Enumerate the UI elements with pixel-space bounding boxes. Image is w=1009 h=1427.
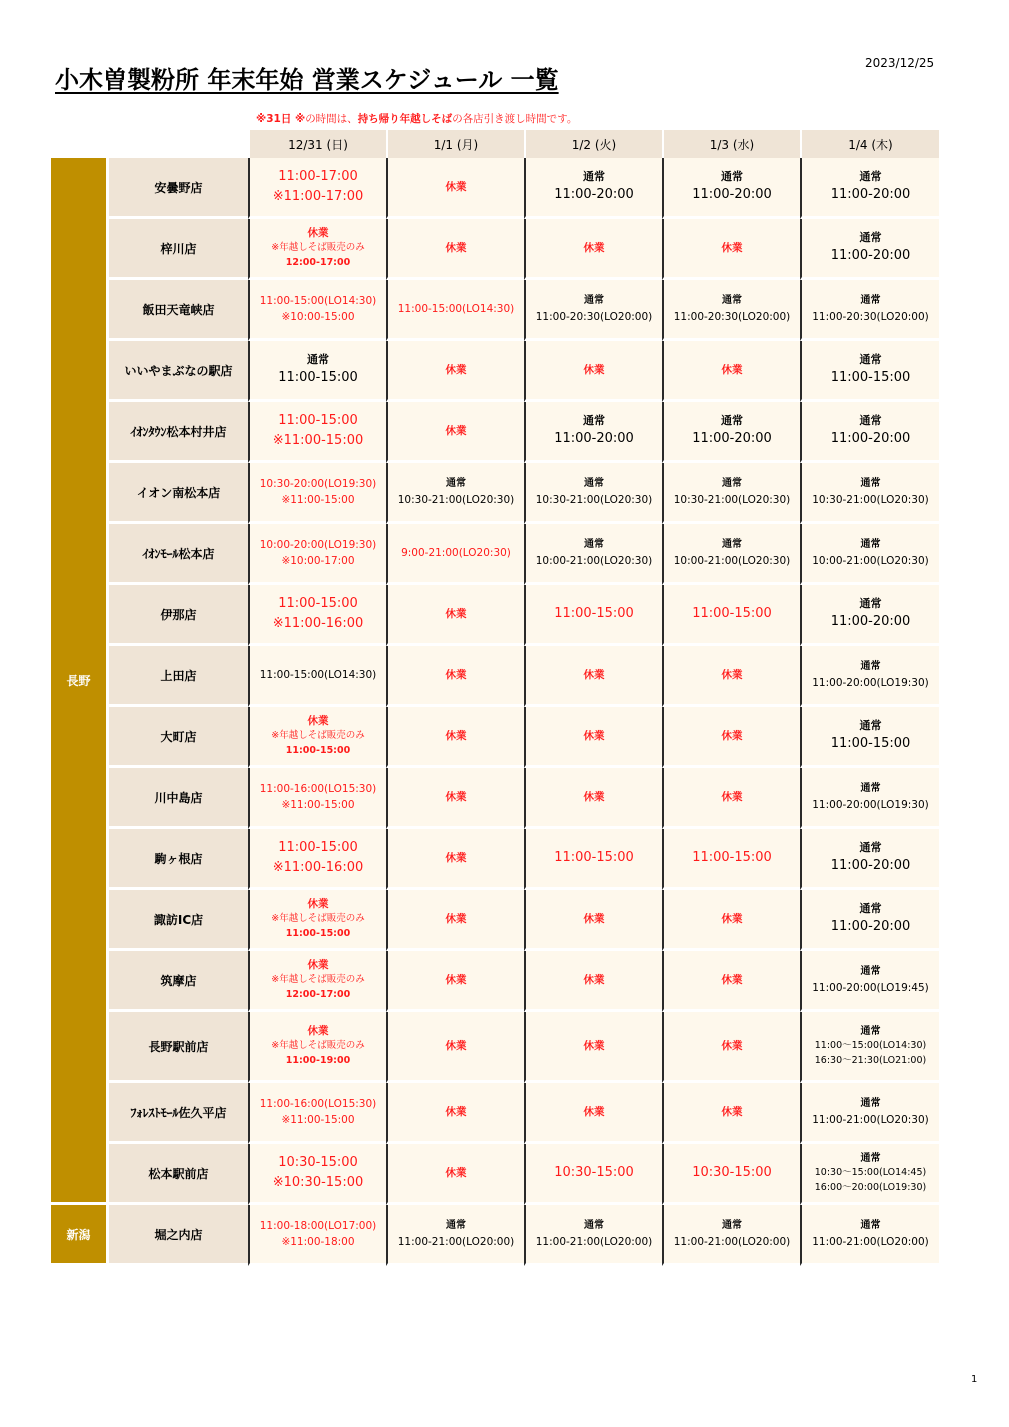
hours-text: 11:00-20:00(LO19:30) (812, 676, 929, 689)
store-row (51, 646, 939, 707)
store-row (51, 158, 939, 219)
normal-label: 通常 (721, 170, 743, 184)
schedule-cell (524, 890, 662, 951)
region-label: 長野 (66, 673, 91, 688)
schedule-cell (800, 280, 939, 341)
hours-text: 11:00-20:30(LO20:00) (673, 310, 791, 323)
column-header-jan3: 1/3 (水) (662, 130, 800, 158)
closed-label: 休業 (445, 973, 467, 986)
special-hours: 10:30-15:00 (554, 1164, 634, 1180)
schedule-cell (386, 890, 524, 951)
schedule-cell (662, 1012, 800, 1083)
schedule-cell (524, 1012, 662, 1083)
closed-label: 休業 (307, 1025, 329, 1038)
special-hours: 10:30-15:00 (692, 1164, 772, 1180)
schedule-cell (800, 951, 939, 1012)
schedule-cell (524, 463, 662, 524)
special-hours: 11:00-15:00 (692, 849, 772, 865)
schedule-cell (248, 280, 386, 341)
schedule-cell (662, 768, 800, 829)
pickup-hours-note: ※11:00-15:00 (281, 1114, 355, 1126)
schedule-cell (524, 280, 662, 341)
normal-label: 通常 (584, 478, 604, 490)
schedule-cell (524, 1144, 662, 1205)
normal-label: 通常 (860, 1025, 881, 1037)
schedule-cell (248, 1083, 386, 1144)
schedule-cell (386, 1205, 524, 1266)
schedule-body (51, 158, 939, 1266)
closed-label: 休業 (721, 912, 743, 925)
hours-text: 10:30-21:00(LO20:30) (673, 493, 791, 506)
schedule-cell (662, 1144, 800, 1205)
hours-text: 10:30-21:00(LO20:30) (397, 493, 515, 506)
soba-only-note: ※年越しそば販売のみ (271, 242, 365, 254)
closed-label: 休業 (721, 973, 743, 986)
hours-text: 11:00-20:00 (830, 187, 911, 203)
store-row (51, 341, 939, 402)
schedule-cell (524, 1083, 662, 1144)
header-blank (51, 130, 106, 158)
schedule-cell (386, 402, 524, 463)
hours-text: 11:00-21:00(LO20:00) (673, 1235, 791, 1248)
soba-only-note: ※年越しそば販売のみ (271, 913, 365, 925)
closed-label: 休業 (583, 790, 605, 803)
hours-text: 11:00-20:00(LO19:45) (812, 981, 929, 994)
store-row (51, 1205, 939, 1266)
normal-label: 通常 (860, 295, 881, 307)
hours-text: 11:00-20:00 (554, 187, 634, 203)
hours-text: 11:00-20:30(LO20:00) (812, 310, 929, 323)
hours-text: 11:00-15:00 (830, 370, 911, 386)
closed-label: 休業 (583, 1039, 605, 1052)
normal-label: 通常 (860, 661, 881, 673)
schedule-cell (662, 402, 800, 463)
schedule-cell (800, 829, 939, 890)
hours-text: 10:00-21:00(LO20:30) (673, 554, 791, 567)
schedule-cell (248, 219, 386, 280)
schedule-cell (524, 585, 662, 646)
region-cell (51, 158, 106, 1205)
closed-label: 休業 (583, 973, 605, 986)
special-hours: 11:00-18:00(LO17:00) (259, 1219, 377, 1232)
store-row (51, 1012, 939, 1083)
schedule-cell (800, 890, 939, 951)
normal-label: 通常 (859, 170, 882, 184)
soba-pickup-time: 11:00-19:00 (285, 1055, 351, 1067)
schedule-cell (800, 524, 939, 585)
closed-label: 休業 (583, 241, 605, 254)
special-hours: 11:00-15:00 (278, 595, 358, 611)
normal-label: 通常 (860, 1098, 881, 1110)
schedule-cell (800, 341, 939, 402)
schedule-cell (248, 524, 386, 585)
special-hours: 11:00-15:00 (278, 839, 358, 855)
schedule-cell (662, 585, 800, 646)
hours-text: 11:00-21:00(LO20:00) (535, 1235, 653, 1248)
schedule-cell (386, 646, 524, 707)
normal-label: 通常 (721, 414, 743, 428)
schedule-cell (524, 646, 662, 707)
closed-label: 休業 (307, 898, 329, 911)
store-name: 筑摩店 (106, 951, 248, 1012)
special-hours: 10:00-20:00(LO19:30) (259, 538, 377, 551)
store-row (51, 890, 939, 951)
special-hours: 11:00-15:00 (554, 605, 634, 621)
store-row (51, 585, 939, 646)
normal-label: 通常 (860, 539, 881, 551)
closed-label: 休業 (307, 227, 329, 240)
store-row (51, 1083, 939, 1144)
schedule-cell (386, 219, 524, 280)
store-name: 堀之内店 (106, 1205, 248, 1266)
store-row (51, 524, 939, 585)
schedule-cell (662, 829, 800, 890)
schedule-cell (662, 341, 800, 402)
special-hours: 11:00-16:00(LO15:30) (259, 1097, 377, 1110)
schedule-cell (386, 1083, 524, 1144)
schedule-cell (248, 646, 386, 707)
pickup-hours-note: ※11:00-16:00 (272, 860, 364, 875)
special-hours: 11:00-15:00 (692, 605, 772, 621)
normal-label: 通常 (722, 539, 742, 551)
store-name: 上田店 (106, 646, 248, 707)
special-hours: 11:00-15:00(LO14:30) (397, 302, 515, 315)
page-number: 1 (971, 1374, 978, 1385)
schedule-cell (524, 768, 662, 829)
store-name: 松本駅前店 (106, 1144, 248, 1205)
schedule-cell (800, 463, 939, 524)
schedule-cell (662, 280, 800, 341)
closed-label: 休業 (445, 1039, 467, 1052)
store-name: いいやまぶなの駅店 (106, 341, 248, 402)
schedule-cell (524, 1205, 662, 1266)
schedule-cell (386, 585, 524, 646)
normal-label: 通常 (446, 478, 466, 490)
store-name: ｲｵﾝﾓｰﾙ松本店 (106, 524, 248, 585)
soba-pickup-time: 12:00-17:00 (285, 257, 351, 269)
closed-label: 休業 (721, 790, 743, 803)
schedule-cell (248, 768, 386, 829)
schedule-cell (386, 1012, 524, 1083)
hours-text: 10:30-21:00(LO20:30) (812, 493, 929, 506)
soba-pickup-time: 12:00-17:00 (285, 989, 351, 1001)
normal-label: 通常 (722, 1220, 742, 1232)
closed-label: 休業 (445, 851, 467, 864)
schedule-cell (524, 951, 662, 1012)
schedule-cell (800, 585, 939, 646)
closed-label: 休業 (721, 729, 743, 742)
normal-label: 通常 (722, 478, 742, 490)
schedule-cell (386, 341, 524, 402)
special-hours: 11:00-16:00(LO15:30) (259, 782, 377, 795)
closed-label: 休業 (583, 363, 605, 376)
closed-label: 休業 (445, 1166, 467, 1179)
hours-text: 11:00-20:00 (830, 919, 911, 935)
store-name: 伊那店 (106, 585, 248, 646)
hours-text: 11:00-20:00 (554, 431, 634, 447)
schedule-cell (524, 829, 662, 890)
header-blank (106, 130, 248, 158)
normal-label: 通常 (859, 841, 882, 855)
schedule-cell (248, 158, 386, 219)
store-name: ｲｵﾝﾀｳﾝ松本村井店 (106, 402, 248, 463)
store-name: イオン南松本店 (106, 463, 248, 524)
schedule-cell (248, 951, 386, 1012)
schedule-cell (386, 768, 524, 829)
special-hours: 11:00-17:00 (278, 168, 358, 184)
schedule-cell (800, 402, 939, 463)
normal-label: 通常 (859, 414, 882, 428)
normal-label: 通常 (859, 902, 882, 916)
schedule-cell (248, 341, 386, 402)
closed-label: 休業 (445, 180, 467, 193)
schedule-table (51, 130, 939, 1266)
schedule-cell (248, 585, 386, 646)
soba-pickup-time: 11:00-15:00 (285, 745, 351, 757)
normal-label: 通常 (307, 353, 329, 367)
schedule-cell (386, 1144, 524, 1205)
schedule-cell (800, 1083, 939, 1144)
store-name: 安曇野店 (106, 158, 248, 219)
schedule-cell (386, 158, 524, 219)
schedule-cell (662, 158, 800, 219)
special-hours: 9:00-21:00(LO20:30) (401, 546, 511, 559)
pickup-hours-note: ※10:30-15:00 (272, 1175, 364, 1190)
hours-text: 11:00-21:00(LO20:00) (397, 1235, 515, 1248)
store-row (51, 951, 939, 1012)
normal-label: 通常 (584, 1220, 604, 1232)
column-header-dec31: 12/31 (日) (248, 130, 386, 158)
schedule-cell (524, 402, 662, 463)
closed-label: 休業 (583, 729, 605, 742)
closed-label: 休業 (445, 1105, 467, 1118)
soba-only-note: ※年越しそば販売のみ (271, 730, 365, 742)
schedule-cell (800, 707, 939, 768)
store-row (51, 463, 939, 524)
special-hours: 11:00-15:00 (554, 849, 634, 865)
hours-text: 11:00-20:00 (830, 431, 911, 447)
store-row (51, 280, 939, 341)
hours-text-2: 16:00～20:00(LO19:30) (814, 1181, 927, 1193)
hours-text: 10:00-21:00(LO20:30) (812, 554, 929, 567)
schedule-cell (662, 951, 800, 1012)
closed-label: 休業 (721, 1039, 743, 1052)
normal-label: 通常 (860, 478, 881, 490)
schedule-cell (386, 829, 524, 890)
pickup-hours-note: ※11:00-15:00 (272, 433, 364, 448)
pickup-hours-note: ※11:00-18:00 (281, 1236, 355, 1248)
hours-text: 11:00～15:00(LO14:30) (814, 1040, 927, 1052)
schedule-cell (386, 951, 524, 1012)
closed-label: 休業 (721, 668, 743, 681)
note-suffix: の各店引き渡し時間です。 (452, 113, 578, 125)
store-row (51, 219, 939, 280)
schedule-cell (524, 341, 662, 402)
store-row (51, 768, 939, 829)
schedule-cell (662, 1083, 800, 1144)
region-label: 新潟 (66, 1227, 91, 1242)
hours-text: 11:00-20:00(LO19:30) (812, 798, 929, 811)
normal-label: 通常 (583, 414, 605, 428)
hours-text: 11:00-20:00 (830, 858, 911, 874)
closed-label: 休業 (445, 241, 467, 254)
column-header-jan2: 1/2 (火) (524, 130, 662, 158)
schedule-cell (248, 463, 386, 524)
hours-text: 11:00-20:00 (830, 614, 911, 630)
closed-label: 休業 (445, 363, 467, 376)
closed-label: 休業 (445, 912, 467, 925)
closed-label: 休業 (583, 912, 605, 925)
hours-text: 11:00-20:00 (692, 187, 772, 203)
store-name: 川中島店 (106, 768, 248, 829)
pickup-hours-note: ※11:00-17:00 (272, 189, 364, 204)
closed-label: 休業 (445, 607, 467, 620)
store-row (51, 707, 939, 768)
schedule-cell (524, 707, 662, 768)
normal-label: 通常 (860, 1220, 881, 1232)
pickup-hours-note: ※10:00-15:00 (281, 311, 355, 323)
schedule-cell (662, 646, 800, 707)
special-hours: 11:00-15:00(LO14:30) (259, 294, 377, 307)
note-emphasis: 持ち帰り年越しそば (357, 113, 453, 125)
schedule-cell (800, 646, 939, 707)
schedule-cell (662, 1205, 800, 1266)
note-prefix: ※31日 ※ (256, 113, 306, 125)
schedule-cell (800, 158, 939, 219)
region-cell (51, 1205, 106, 1266)
normal-label: 通常 (859, 231, 882, 245)
normal-label: 通常 (859, 353, 882, 367)
store-row (51, 829, 939, 890)
closed-label: 休業 (445, 729, 467, 742)
closed-label: 休業 (583, 1105, 605, 1118)
document-date: 2023/12/25 (865, 56, 935, 70)
hours-text: 10:30～15:00(LO14:45) (814, 1167, 927, 1179)
schedule-cell (386, 707, 524, 768)
schedule-cell (662, 707, 800, 768)
schedule-cell (524, 524, 662, 585)
hours-text: 11:00-15:00 (278, 370, 358, 386)
normal-label: 通常 (722, 295, 742, 307)
schedule-cell (386, 280, 524, 341)
soba-only-note: ※年越しそば販売のみ (271, 974, 365, 986)
store-name: 長野駅前店 (106, 1012, 248, 1083)
normal-label: 通常 (860, 783, 881, 795)
closed-label: 休業 (307, 959, 329, 972)
schedule-cell (800, 1205, 939, 1266)
special-hours: 10:30-20:00(LO19:30) (259, 477, 377, 490)
page-title: 小木曽製粉所 年末年始 営業スケジュール 一覧 (55, 66, 559, 94)
schedule-cell (248, 402, 386, 463)
closed-label: 休業 (445, 668, 467, 681)
hours-text: 10:00-21:00(LO20:30) (535, 554, 653, 567)
schedule-cell (248, 890, 386, 951)
note-middle: の時間は、 (305, 113, 358, 125)
hours-text: 11:00-21:00(LO20:00) (812, 1235, 929, 1248)
store-name: 梓川店 (106, 219, 248, 280)
schedule-cell (248, 1205, 386, 1266)
hours-text: 11:00-20:30(LO20:00) (535, 310, 653, 323)
closed-label: 休業 (721, 1105, 743, 1118)
normal-label: 通常 (859, 719, 882, 733)
hours-text: 11:00-20:00 (830, 248, 911, 264)
hours-text: 10:30-21:00(LO20:30) (535, 493, 653, 506)
store-name: 諏訪IC店 (106, 890, 248, 951)
special-hours: 11:00-15:00 (278, 412, 358, 428)
header-row (51, 130, 939, 158)
closed-label: 休業 (445, 790, 467, 803)
special-hours: 10:30-15:00 (278, 1154, 358, 1170)
column-header-jan4: 1/4 (木) (800, 130, 939, 158)
column-header-jan1: 1/1 (月) (386, 130, 524, 158)
closed-label: 休業 (445, 424, 467, 437)
schedule-cell (248, 707, 386, 768)
schedule-cell (386, 463, 524, 524)
schedule-cell (524, 158, 662, 219)
closed-label: 休業 (721, 363, 743, 376)
pickup-hours-note: ※11:00-16:00 (272, 616, 364, 631)
schedule-note (256, 111, 577, 126)
closed-label: 休業 (583, 668, 605, 681)
hours-text: 11:00-20:00 (692, 431, 772, 447)
schedule-cell (386, 524, 524, 585)
schedule-cell (662, 219, 800, 280)
pickup-hours-note: ※11:00-15:00 (281, 494, 355, 506)
schedule-cell (800, 219, 939, 280)
closed-label: 休業 (307, 715, 329, 728)
schedule-cell (524, 219, 662, 280)
normal-label: 通常 (859, 597, 882, 611)
store-name: ﾌｫﾚｽﾄﾓｰﾙ佐久平店 (106, 1083, 248, 1144)
hours-text: 11:00-15:00 (830, 736, 911, 752)
pickup-hours-note: ※10:00-17:00 (281, 555, 355, 567)
store-name: 飯田天竜峡店 (106, 280, 248, 341)
schedule-cell (800, 1012, 939, 1083)
normal-label: 通常 (583, 170, 605, 184)
soba-pickup-time: 11:00-15:00 (285, 928, 351, 940)
schedule-cell (662, 524, 800, 585)
schedule-cell (800, 1144, 939, 1205)
closed-label: 休業 (721, 241, 743, 254)
normal-label: 通常 (584, 539, 604, 551)
schedule-cell (248, 1144, 386, 1205)
store-row (51, 402, 939, 463)
schedule-cell (662, 890, 800, 951)
store-name: 大町店 (106, 707, 248, 768)
store-name: 駒ヶ根店 (106, 829, 248, 890)
hours-text: 11:00-15:00(LO14:30) (259, 668, 377, 681)
schedule-cell (662, 463, 800, 524)
normal-label: 通常 (584, 295, 604, 307)
schedule-cell (248, 1012, 386, 1083)
normal-label: 通常 (860, 1152, 881, 1164)
hours-text-2: 16:30～21:30(LO21:00) (814, 1054, 927, 1066)
schedule-cell (800, 768, 939, 829)
store-row (51, 1144, 939, 1205)
normal-label: 通常 (446, 1220, 466, 1232)
normal-label: 通常 (860, 966, 881, 978)
schedule-cell (248, 829, 386, 890)
hours-text: 11:00-21:00(LO20:30) (812, 1113, 929, 1126)
pickup-hours-note: ※11:00-15:00 (281, 799, 355, 811)
soba-only-note: ※年越しそば販売のみ (271, 1040, 365, 1052)
